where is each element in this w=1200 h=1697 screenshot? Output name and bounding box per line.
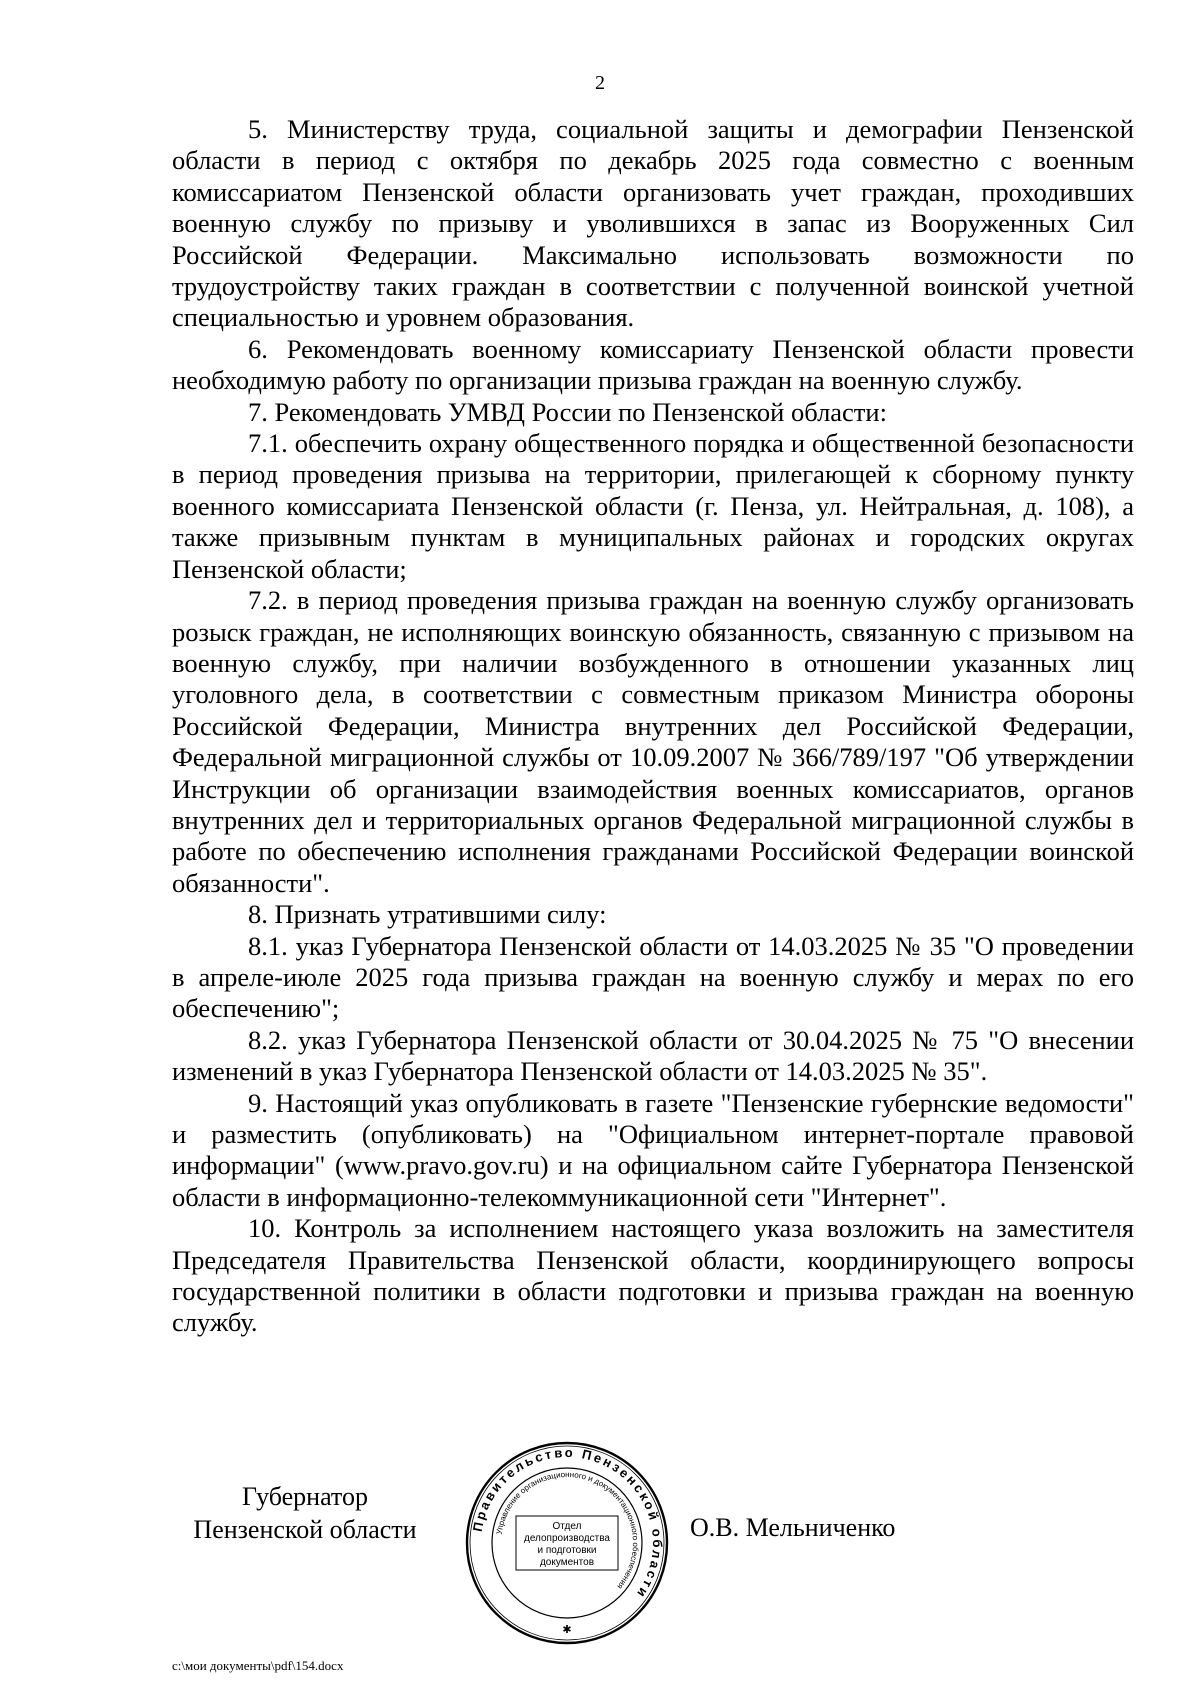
seal-center-line2: делопроизводства [523, 1533, 611, 1544]
seal-center-line4: документов [539, 1557, 595, 1568]
document-body [172, 114, 1134, 1339]
page-number: 2 [595, 72, 605, 94]
paragraph-8: 8. Признать утратившими силу: [248, 899, 607, 930]
paragraph-6: 6. Рекомендовать военному комиссариату Пензенской области провести необходимую работу по организации призыва граждан на военную службу. [172, 333, 1134, 396]
paragraph-7-2: 7.2. в период проведения призыва граждан на военную службу организовать розыск граждан, не исполняющих воинскую обязанность, связанную с призывом на военную службу, при наличии возбужденного в отношении указанных лиц уголовного дела, в соответствии с совместным приказом Министра обороны Российской Федерации, Министра внутренних дел Российской Федерации, Федеральной миграционной службы от 10.09.2007 № 366/789/197 "Об утверждении Инструкции об организации взаимодействия военных комиссариатов, органов внутренних дел и территориальных органов Федеральной миграционной службы в работе по обеспечению исполнения гражданами Российской Федерации воинской обязанности". [172, 585, 1134, 898]
signatory-title [170, 1480, 440, 1546]
seal-center-line3: и подготовки [537, 1545, 597, 1556]
seal-outer-text: Правительство Пензенской области [469, 1444, 666, 1603]
official-seal-stamp [462, 1438, 672, 1648]
seal-inner-text: Управление организационного и документационного обеспечения [494, 1469, 641, 1591]
paragraph-7: 7. Рекомендовать УМВД России по Пензенской области: [248, 396, 887, 427]
seal-star-icon: ✱ [562, 1623, 572, 1636]
seal-graphic [462, 1438, 672, 1648]
paragraph-10: 10. Контроль за исполнением настоящего указа возложить на заместителя Председателя Правительства Пензенской области, координирующего вопросы государственной политики в области подготовки и призыва граждан на военную службу. [172, 1213, 1134, 1338]
seal-center-line1: Отдел [552, 1521, 582, 1532]
paragraph-8-1: 8.1. указ Губернатора Пензенской области от 14.03.2025 № 35 "О проведении в апреле-июле 2025 года призыва граждан на военную службу и мерах по его обеспечению"; [172, 930, 1134, 1024]
signatory-title-line2: Пензенской области [193, 1515, 417, 1544]
paragraph-7-1: 7.1. обеспечить охрану общественного порядка и общественной безопасности в период проведения призыва на территории, прилегающей к сборному пункту военного комиссариата Пензенской области (г. Пенза, ул. Нейтральная, д. 108), а также призывным пунктам в муниципальных районах и городских округах Пензенской области; [172, 428, 1134, 584]
paragraph-9: 9. Настоящий указ опубликовать в газете "Пензенские губернские ведомости" и разместить (опубликовать) на "Официальном интернет-портале правовой информации" (www.pravo.gov.ru) и на официальном сайте Губернатора Пензенской области в информационно-телекоммуникационной сети "Интернет". [172, 1087, 1134, 1212]
signatory-name: О.В. Мельниченко [690, 1513, 896, 1542]
signatory-title-line1: Губернатор [242, 1482, 368, 1511]
paragraph-5: 5. Министерству труда, социальной защиты и демографии Пензенской области в период с октября по декабрь 2025 года совместно с военным комиссариатом Пензенской области организовать учет граждан, проходивших военную службу по призыву и уволившихся в запас из Вооруженных Сил Российской Федерации. Максимально использовать возможности по трудоустройству таких граждан в соответствии с полученной воинской учетной специальностью и уровнем образования. [172, 114, 1134, 333]
paragraph-8-2: 8.2. указ Губернатора Пензенской области от 30.04.2025 № 75 "О внесении изменений в указ Губернатора Пензенской области от 14.03.2025 № 35". [172, 1024, 1134, 1087]
file-path: c:\мои документы\pdf\154.docx [172, 1658, 344, 1673]
